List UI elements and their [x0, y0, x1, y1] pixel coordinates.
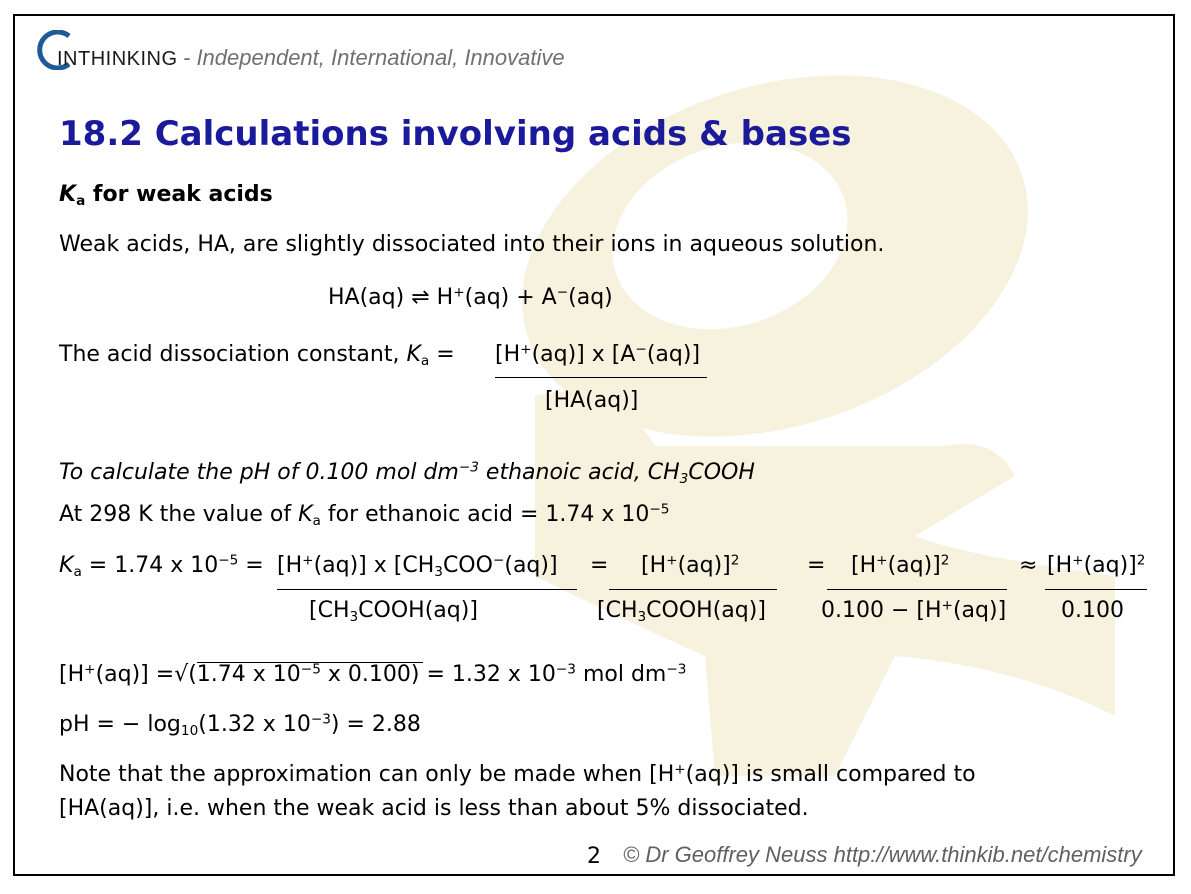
fraction4-bar — [1045, 589, 1147, 590]
logo-text: INTHINKING — [57, 48, 178, 70]
tagline: - Independent, International, Innovative — [183, 45, 565, 70]
page-number: 2 — [587, 844, 601, 869]
fraction4-numerator: $[H^+(aq)]^2$ — [1047, 552, 1146, 578]
intro-text: Weak acids, HA, are slightly dissociated into their ions in aqueous solution. — [59, 232, 885, 257]
equals-sign-3: = — [807, 553, 826, 578]
subheading: $K_a$ for weak acids — [59, 182, 273, 210]
ka-equation-lhs: $K_a = 1.74$ x $10^{-5}$ = — [59, 552, 264, 581]
slide — [13, 14, 1175, 876]
square-root-bar — [197, 662, 423, 663]
square-root-icon: √ — [174, 662, 189, 687]
ph-line: pH = − $\log_{10}(1.32$ x $10^{-3}) = 2.88$ — [59, 711, 421, 740]
fraction1-denominator: $[CH_3COOH(aq)]$ — [309, 598, 478, 626]
fraction2-numerator: $[H^+(aq)]^2$ — [641, 552, 740, 578]
fraction1-numerator: [H+(aq)] x $[CH_3COO^-(aq)]$ — [277, 552, 558, 581]
fraction4-denominator: 0.100 — [1061, 598, 1124, 623]
equilibrium-arrow-icon: ⇌ — [411, 285, 430, 310]
dissociation-fraction-bar — [495, 377, 707, 378]
ka-value-line: At 298 K the value of $K_a$ for ethanoic acid = 1.74 x $10^{-5}$ — [59, 501, 670, 530]
fraction2-denominator: $[CH_3COOH(aq)]$ — [597, 598, 766, 626]
dissociation-denominator: [HA(aq)] — [545, 388, 639, 413]
fraction2-bar — [609, 589, 777, 590]
footer-credit: © Dr Geoffrey Neuss http://www.thinkib.net/chemistry — [623, 842, 1142, 867]
dissociation-numerator: [H+(aq)] x [A−(aq)] — [495, 341, 701, 367]
page-title: 18.2 Calculations involving acids & bases — [59, 114, 852, 154]
fraction1-bar — [277, 589, 577, 590]
dissociation-lead: The acid dissociation constant, $K_a$ = — [59, 342, 455, 370]
equals-sign-2: = — [590, 553, 609, 578]
note-line-1: Note that the approximation can only be made when [H+(aq)] is small compared to — [59, 761, 976, 787]
fraction3-numerator: $[H^+(aq)]^2$ — [851, 552, 950, 578]
equilibrium-equation: HA(aq) ⇌ H+(aq) + A−(aq) — [328, 284, 613, 310]
example-heading: To calculate the pH of 0.100 mol $dm^{-3}$ ethanoic acid, $CH_3COOH$ — [59, 459, 755, 488]
fraction3-bar — [827, 589, 1007, 590]
fraction3-denominator: 0.100 − [H+(aq)] — [821, 597, 1007, 623]
approx-sign: ≈ — [1019, 553, 1038, 578]
note-line-2: [HA(aq)], i.e. when the weak acid is less than about 5% dissociated. — [59, 796, 809, 821]
hplus-line: [H+(aq)] =√(1.74 x $10^{-5}$ x 0.100) = 1.32 x $10^{-3}$ mol $dm^{-3}$ — [59, 661, 687, 687]
